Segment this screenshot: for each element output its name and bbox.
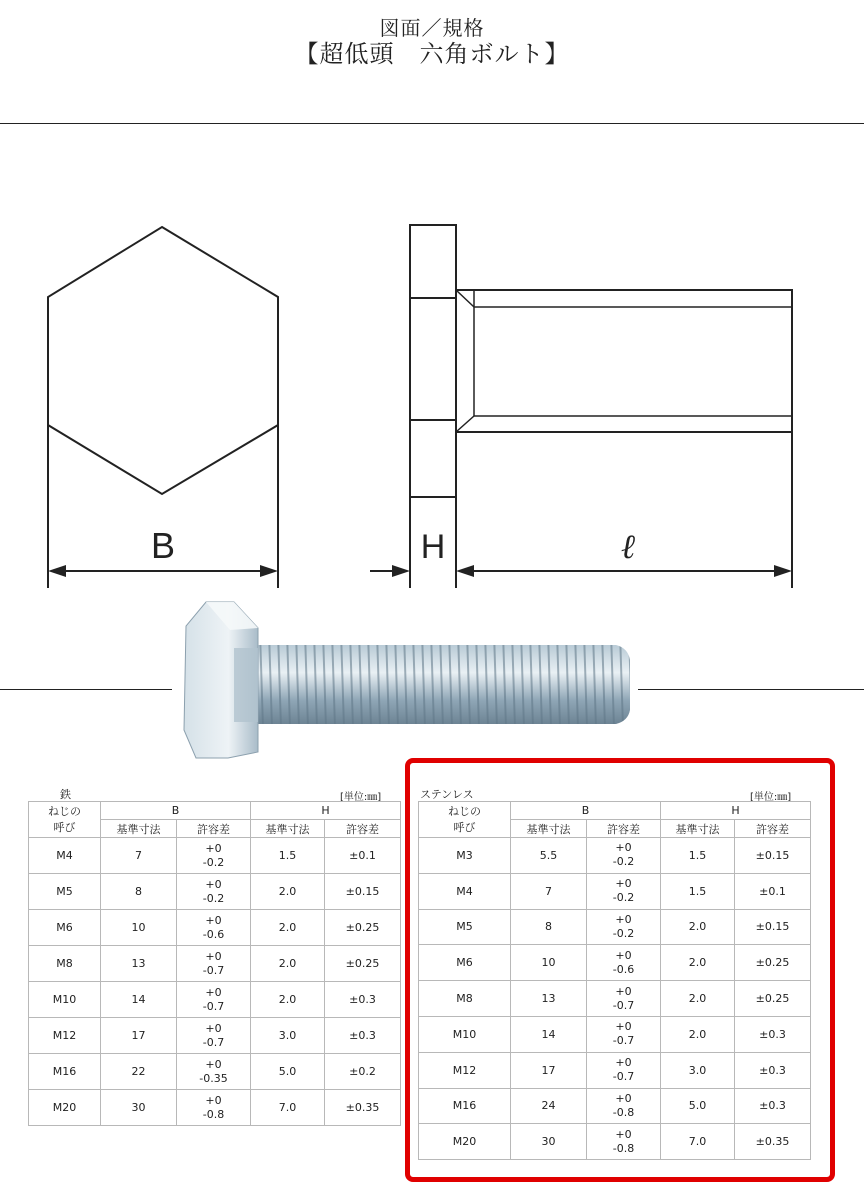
stainless-table-unit: [単位:㎜] bbox=[750, 792, 792, 803]
table-row bbox=[29, 838, 401, 874]
thread-name-cell: M16 bbox=[29, 1054, 101, 1090]
b-tolerance-cell bbox=[177, 874, 251, 910]
thread-name-cell: M6 bbox=[419, 945, 511, 981]
technical-drawing bbox=[0, 180, 864, 600]
h-base-cell: 7.0 bbox=[661, 1124, 735, 1160]
thread-name-cell: M12 bbox=[419, 1052, 511, 1088]
table-row bbox=[29, 946, 401, 982]
table-row bbox=[29, 1090, 401, 1126]
h-base-cell: 2.0 bbox=[251, 946, 325, 982]
thread-name-cell: M20 bbox=[29, 1090, 101, 1126]
b-base-cell: 24 bbox=[511, 1088, 587, 1124]
mid-divider-left bbox=[0, 689, 172, 690]
b-tolerance-plus: +0 bbox=[205, 913, 222, 927]
thread-name-cell: M8 bbox=[29, 946, 101, 982]
h-tolerance-cell: ±0.25 bbox=[735, 945, 811, 981]
thread-name-cell: M6 bbox=[29, 910, 101, 946]
h-base-cell: 5.0 bbox=[661, 1088, 735, 1124]
h-tolerance-cell: ±0.1 bbox=[325, 838, 401, 874]
h-tolerance-cell: ±0.3 bbox=[735, 1016, 811, 1052]
h-base-cell: 1.5 bbox=[661, 873, 735, 909]
b-tolerance-minus: -0.2 bbox=[612, 891, 635, 905]
thread-name-cell: M5 bbox=[419, 909, 511, 945]
iron-table-unit: [単位:㎜] bbox=[340, 792, 382, 803]
table-row bbox=[29, 874, 401, 910]
b-tolerance-minus: -0.6 bbox=[612, 962, 635, 976]
col-header-b-tol: 許容差 bbox=[177, 820, 251, 838]
col-header-h-base: 基準寸法 bbox=[251, 820, 325, 838]
b-tolerance-minus: -0.6 bbox=[202, 927, 225, 941]
mid-divider-right bbox=[638, 689, 864, 690]
h-base-cell: 2.0 bbox=[251, 982, 325, 1018]
b-tolerance-minus: -0.7 bbox=[612, 1070, 635, 1084]
b-tolerance-plus: +0 bbox=[615, 948, 632, 962]
h-tolerance-cell: ±0.25 bbox=[735, 981, 811, 1017]
h-base-cell: 2.0 bbox=[251, 910, 325, 946]
b-tolerance-minus: -0.8 bbox=[612, 1141, 635, 1155]
col-header-b-tol: 許容差 bbox=[587, 820, 661, 838]
b-tolerance-plus: +0 bbox=[205, 877, 222, 891]
h-base-cell: 2.0 bbox=[661, 909, 735, 945]
b-tolerance-cell bbox=[177, 1054, 251, 1090]
b-tolerance-minus: -0.7 bbox=[202, 1035, 225, 1049]
highlight-box bbox=[405, 758, 835, 1182]
h-tolerance-cell: ±0.15 bbox=[735, 909, 811, 945]
col-header-h: H bbox=[251, 802, 401, 820]
b-base-cell: 10 bbox=[511, 945, 587, 981]
b-base-cell: 13 bbox=[101, 946, 177, 982]
b-tolerance-cell bbox=[177, 1018, 251, 1054]
h-base-cell: 3.0 bbox=[661, 1052, 735, 1088]
thread-name-cell: M10 bbox=[29, 982, 101, 1018]
b-tolerance-plus: +0 bbox=[615, 877, 632, 891]
h-tolerance-cell: ±0.3 bbox=[735, 1088, 811, 1124]
bolt-shank bbox=[456, 290, 792, 432]
thread-name-cell: M16 bbox=[419, 1088, 511, 1124]
b-tolerance-plus: +0 bbox=[205, 949, 222, 963]
thread-name-cell: M4 bbox=[419, 873, 511, 909]
b-tolerance-plus: +0 bbox=[615, 1127, 632, 1141]
stainless-table-title: ステンレス bbox=[420, 788, 474, 801]
b-base-cell: 30 bbox=[101, 1090, 177, 1126]
col-header-h-tol: 許容差 bbox=[325, 820, 401, 838]
col-header-b: B bbox=[511, 802, 661, 820]
b-base-cell: 30 bbox=[511, 1124, 587, 1160]
col-header-b-base: 基準寸法 bbox=[101, 820, 177, 838]
b-tolerance-minus: -0.7 bbox=[612, 998, 635, 1012]
b-tolerance-cell bbox=[177, 910, 251, 946]
b-base-cell: 8 bbox=[101, 874, 177, 910]
title-line-2: 【超低頭 六角ボルト】 bbox=[294, 40, 570, 68]
h-base-cell: 2.0 bbox=[661, 945, 735, 981]
h-base-cell: 3.0 bbox=[251, 1018, 325, 1054]
b-tolerance-plus: +0 bbox=[615, 841, 632, 855]
b-tolerance-plus: +0 bbox=[615, 984, 632, 998]
b-tolerance-minus: -0.7 bbox=[202, 963, 225, 977]
table-row bbox=[29, 1018, 401, 1054]
h-tolerance-cell: ±0.15 bbox=[735, 838, 811, 874]
b-base-cell: 10 bbox=[101, 910, 177, 946]
b-tolerance-plus: +0 bbox=[205, 841, 222, 855]
thread-name-cell: M4 bbox=[29, 838, 101, 874]
h-tolerance-cell: ±0.3 bbox=[325, 982, 401, 1018]
b-tolerance-plus: +0 bbox=[205, 985, 222, 999]
label-l: ℓ bbox=[620, 527, 636, 567]
b-tolerance-plus: +0 bbox=[615, 912, 632, 926]
label-b: B bbox=[150, 525, 176, 566]
thread-name-cell: M12 bbox=[29, 1018, 101, 1054]
b-tolerance-plus: +0 bbox=[615, 1091, 632, 1105]
b-base-cell: 5.5 bbox=[511, 838, 587, 874]
h-base-cell: 2.0 bbox=[661, 981, 735, 1017]
b-base-cell: 17 bbox=[511, 1052, 587, 1088]
b-tolerance-minus: -0.2 bbox=[612, 855, 635, 869]
thread-name-cell: M8 bbox=[419, 981, 511, 1017]
h-tolerance-cell: ±0.35 bbox=[325, 1090, 401, 1126]
col-header-b-base: 基準寸法 bbox=[511, 820, 587, 838]
b-base-cell: 13 bbox=[511, 981, 587, 1017]
hexagon-head-view bbox=[48, 227, 278, 494]
b-tolerance-minus: -0.2 bbox=[612, 926, 635, 940]
h-base-cell: 5.0 bbox=[251, 1054, 325, 1090]
h-base-cell: 7.0 bbox=[251, 1090, 325, 1126]
title-line-1: 図面／規格 bbox=[379, 16, 485, 40]
table-row bbox=[29, 982, 401, 1018]
h-tolerance-cell: ±0.25 bbox=[325, 910, 401, 946]
col-header-h-base: 基準寸法 bbox=[661, 820, 735, 838]
bolt-photo bbox=[176, 600, 636, 760]
h-tolerance-cell: ±0.15 bbox=[325, 874, 401, 910]
b-tolerance-plus: +0 bbox=[205, 1021, 222, 1035]
col-header-thread-name: ねじの 呼び bbox=[419, 802, 511, 838]
bolt-head-side bbox=[410, 225, 456, 497]
h-tolerance-cell: ±0.2 bbox=[325, 1054, 401, 1090]
h-base-cell: 1.5 bbox=[661, 838, 735, 874]
b-tolerance-cell bbox=[177, 838, 251, 874]
col-header-b: B bbox=[101, 802, 251, 820]
thread-name-cell: M3 bbox=[419, 838, 511, 874]
b-base-cell: 7 bbox=[101, 838, 177, 874]
col-header-h: H bbox=[661, 802, 811, 820]
b-base-cell: 8 bbox=[511, 909, 587, 945]
b-tolerance-minus: -0.7 bbox=[612, 1034, 635, 1048]
b-tolerance-minus: -0.7 bbox=[202, 999, 225, 1013]
col-header-h-tol: 許容差 bbox=[735, 820, 811, 838]
b-tolerance-cell bbox=[177, 946, 251, 982]
page-title bbox=[0, 16, 864, 68]
table-row bbox=[29, 910, 401, 946]
b-base-cell: 17 bbox=[101, 1018, 177, 1054]
b-tolerance-cell bbox=[177, 982, 251, 1018]
h-tolerance-cell: ±0.1 bbox=[735, 873, 811, 909]
top-divider bbox=[0, 123, 864, 124]
b-base-cell: 22 bbox=[101, 1054, 177, 1090]
b-tolerance-minus: -0.2 bbox=[202, 855, 225, 869]
iron-spec-table bbox=[28, 801, 401, 1126]
b-tolerance-minus: -0.8 bbox=[202, 1107, 225, 1121]
b-tolerance-cell bbox=[177, 1090, 251, 1126]
b-tolerance-minus: -0.2 bbox=[202, 891, 225, 905]
b-tolerance-minus: -0.8 bbox=[612, 1105, 635, 1119]
thread-name-cell: M20 bbox=[419, 1124, 511, 1160]
h-tolerance-cell: ±0.35 bbox=[735, 1124, 811, 1160]
b-tolerance-plus: +0 bbox=[615, 1056, 632, 1070]
h-base-cell: 2.0 bbox=[661, 1016, 735, 1052]
h-base-cell: 1.5 bbox=[251, 838, 325, 874]
b-base-cell: 14 bbox=[511, 1016, 587, 1052]
h-tolerance-cell: ±0.25 bbox=[325, 946, 401, 982]
thread-name-cell: M10 bbox=[419, 1016, 511, 1052]
b-tolerance-plus: +0 bbox=[205, 1057, 222, 1071]
iron-table-title: 鉄 bbox=[60, 788, 71, 801]
h-tolerance-cell: ±0.3 bbox=[735, 1052, 811, 1088]
label-h: H bbox=[420, 528, 446, 566]
b-tolerance-plus: +0 bbox=[205, 1093, 222, 1107]
table-row bbox=[29, 1054, 401, 1090]
col-header-thread-name: ねじの 呼び bbox=[29, 802, 101, 838]
b-tolerance-minus: -0.35 bbox=[199, 1071, 228, 1085]
h-base-cell: 2.0 bbox=[251, 874, 325, 910]
h-tolerance-cell: ±0.3 bbox=[325, 1018, 401, 1054]
b-tolerance-plus: +0 bbox=[615, 1020, 632, 1034]
thread-name-cell: M5 bbox=[29, 874, 101, 910]
b-base-cell: 14 bbox=[101, 982, 177, 1018]
b-base-cell: 7 bbox=[511, 873, 587, 909]
